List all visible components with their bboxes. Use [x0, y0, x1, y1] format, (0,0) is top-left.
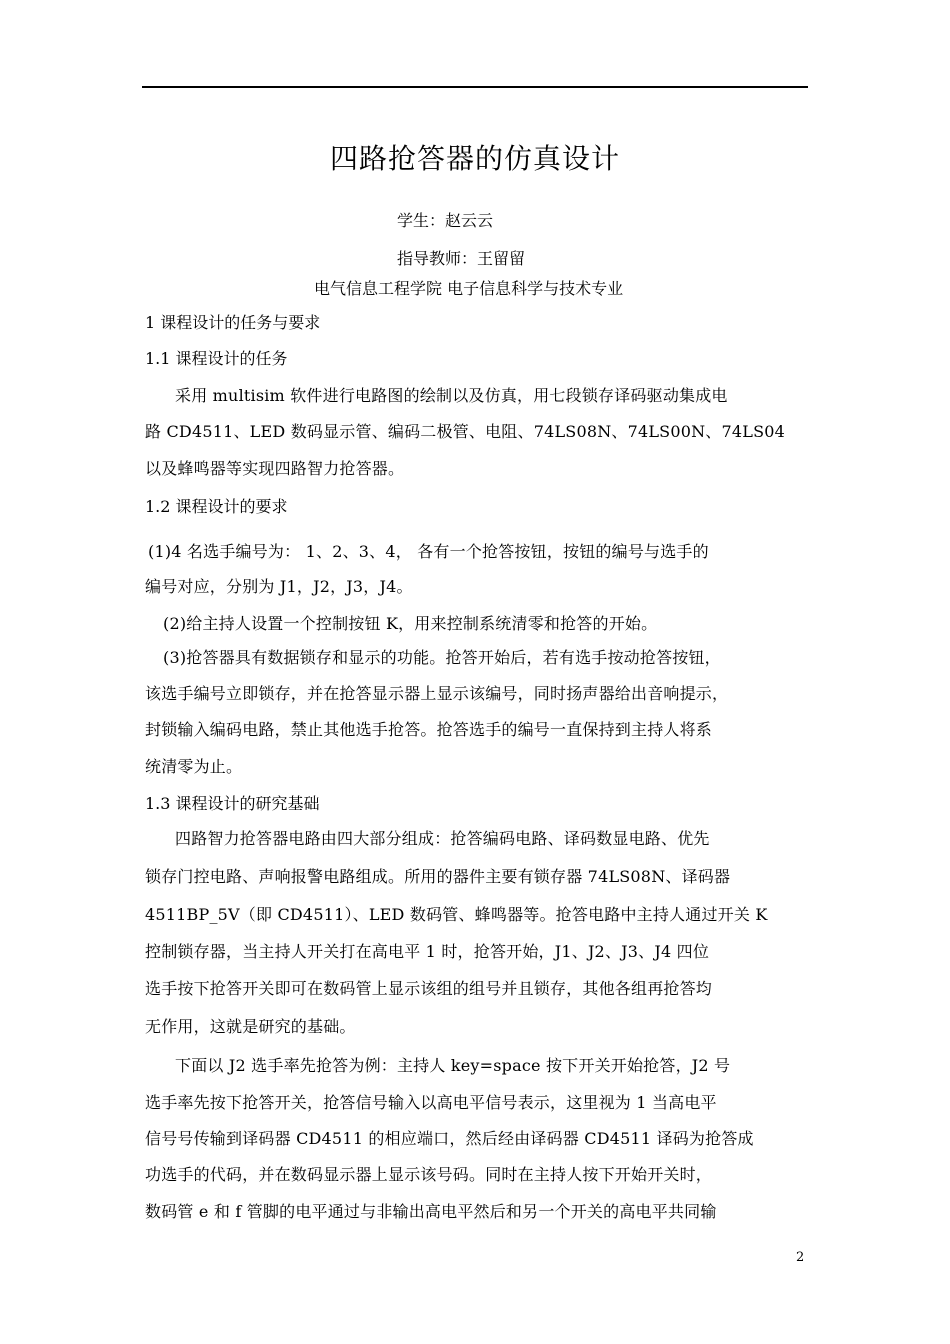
document-title: 四路抢答器的仿真设计 — [329, 142, 620, 175]
section-heading-1-1: 1.1 课程设计的任务 — [145, 349, 288, 368]
paragraph-line: 选手率先按下抢答开关，抢答信号输入以高电平信号表示，这里视为 1 当高电平 — [145, 1093, 717, 1112]
paragraph-line: 选手按下抢答开关即可在数码管上显示该组的组号并且锁存，其他各组再抢答均 — [145, 979, 713, 998]
requirement-line: 封锁输入编码电路，禁止其他选手抢答。抢答选手的编号一直保持到主持人将系 — [145, 720, 713, 739]
section-heading-1-3: 1.3 课程设计的研究基础 — [145, 794, 320, 813]
page-number: 2 — [796, 1250, 805, 1265]
student-name: 学生：赵云云 — [397, 211, 494, 230]
paragraph-line: 下面以 J2 选手率先抢答为例：主持人 key=space 按下开关开始抢答，J2 号 — [175, 1056, 731, 1075]
requirement-line: (1)4 名选手编号为： 1、2、3、4， 各有一个抢答按钮，按钮的编号与选手的 — [148, 542, 709, 561]
requirement-line: 该选手编号立即锁存，并在抢答显示器上显示该编号，同时扬声器给出音响提示， — [145, 684, 729, 703]
paragraph-line: 数码管 e 和 f 管脚的电平通过与非输出高电平然后和另一个开关的高电平共同输 — [145, 1202, 717, 1221]
section-heading-1-2: 1.2 课程设计的要求 — [145, 497, 288, 516]
paragraph-line: 4511BP_5V（即 CD4511）、LED 数码管、蜂鸣器等。抢答电路中主持人通过开关 K — [145, 905, 768, 924]
requirement-line: (2)给主持人设置一个控制按钮 K，用来控制系统清零和抢答的开始。 — [163, 614, 658, 633]
paragraph-line: 信号号传输到译码器 CD4511 的相应端口，然后经由译码器 CD4511 译码为抢答成 — [145, 1129, 754, 1148]
advisor-name: 指导教师：王留留 — [397, 249, 526, 268]
paragraph-line: 路 CD4511、LED 数码显示管、编码二极管、电阻、74LS08N、74LS00N、74LS04 — [145, 422, 786, 441]
section-heading-1: 1 课程设计的任务与要求 — [145, 313, 321, 332]
paragraph-line: 锁存门控电路、声响报警电路组成。所用的器件主要有锁存器 74LS08N、译码器 — [145, 867, 731, 886]
requirement-line: 编号对应，分别为 J1，J2，J3，J4。 — [145, 577, 413, 596]
paragraph-line: 以及蜂鸣器等实现四路智力抢答器。 — [145, 459, 405, 478]
requirement-line: 统清零为止。 — [145, 757, 243, 776]
paragraph-line: 功选手的代码，并在数码显示器上显示该号码。同时在主持人按下开始开关时， — [145, 1165, 713, 1184]
paragraph-line: 四路智力抢答器电路由四大部分组成：抢答编码电路、译码数显电路、优先 — [175, 829, 710, 848]
paragraph-line: 控制锁存器，当主持人开关打在高电平 1 时，抢答开始，J1、J2、J3、J4 四位 — [145, 942, 710, 961]
paragraph-line: 采用 multisim 软件进行电路图的绘制以及仿真，用七段锁存译码驱动集成电 — [175, 386, 728, 405]
affiliation: 电气信息工程学院 电子信息科学与技术专业 — [314, 279, 624, 298]
header-rule — [142, 86, 808, 88]
paragraph-line: 无作用，这就是研究的基础。 — [145, 1017, 356, 1036]
requirement-line: (3)抢答器具有数据锁存和显示的功能。抢答开始后，若有选手按动抢答按钮， — [163, 648, 721, 667]
